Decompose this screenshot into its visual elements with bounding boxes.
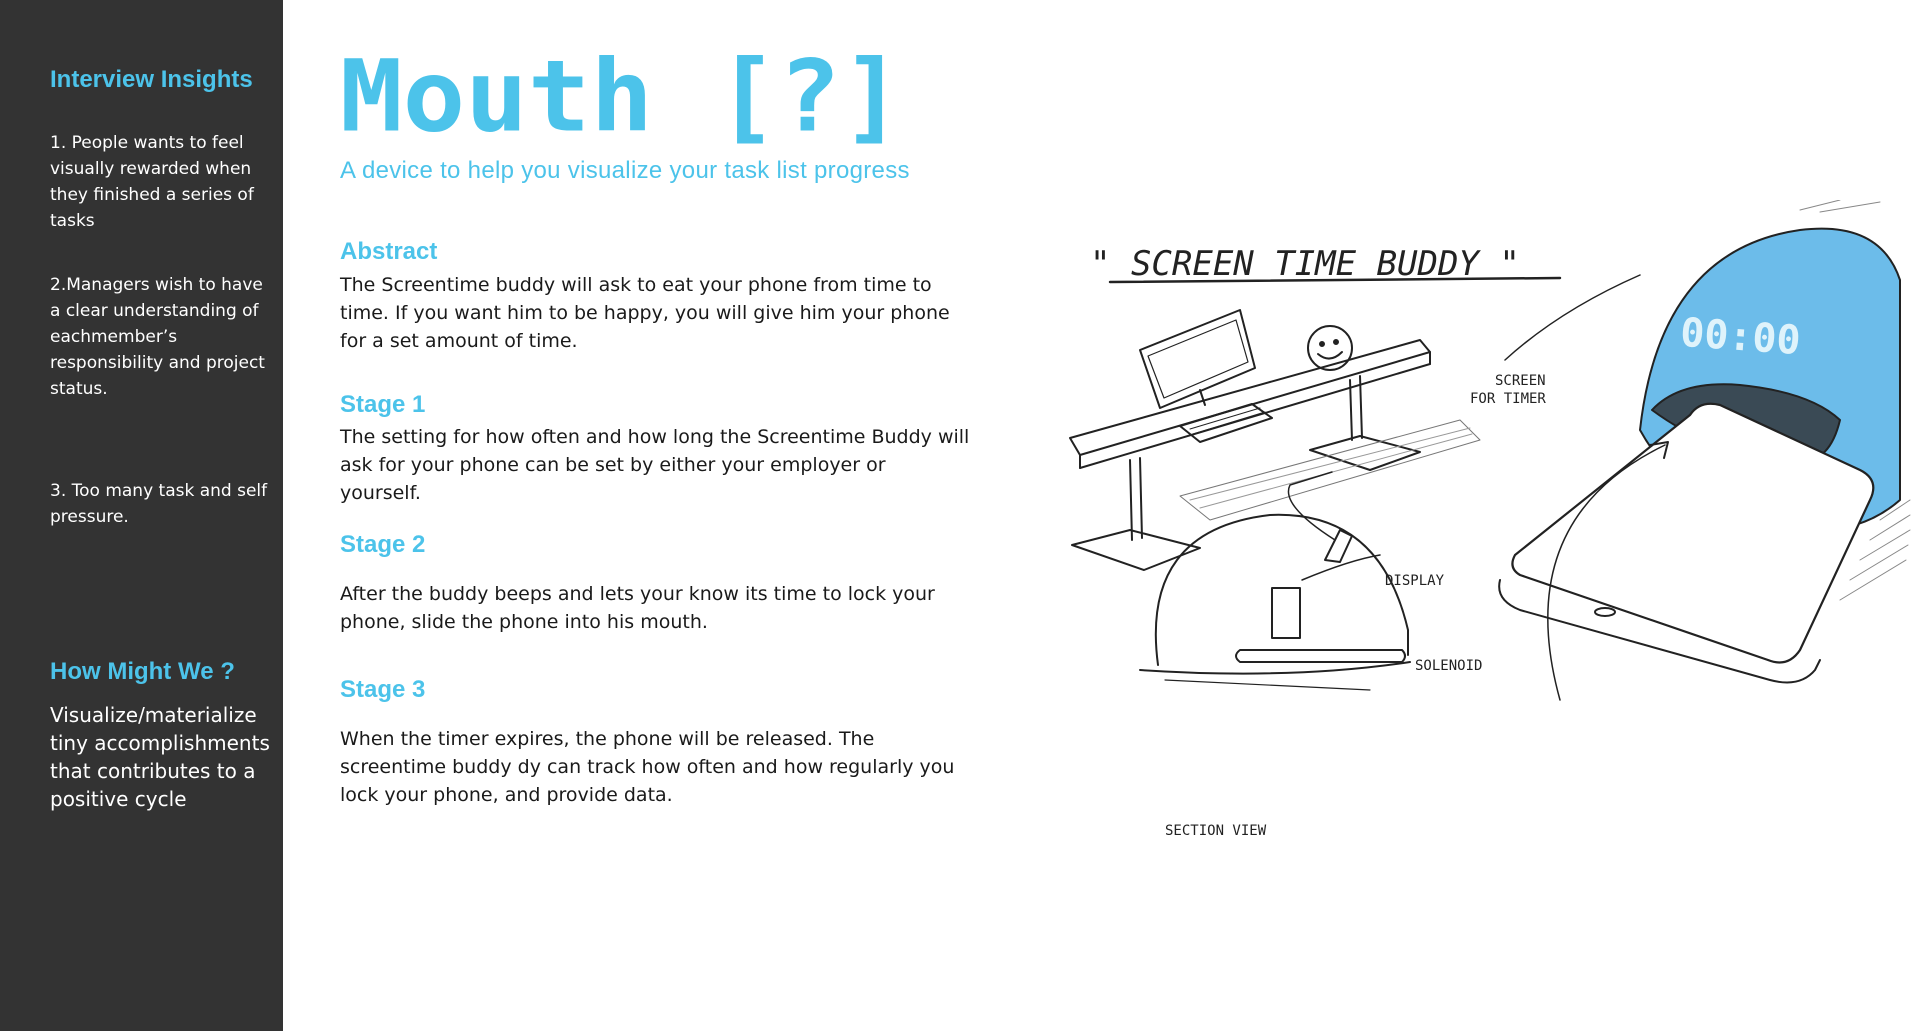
stage-3-heading: Stage 3 [340, 676, 426, 703]
insight-item-1: 1. People wants to feel visually rewarded when they finished a series of tasks [50, 133, 254, 231]
sketch-timer-readout: 00:00 [1678, 309, 1803, 365]
stage-3-text: When the timer expires, the phone will be released. The screentime buddy dy can track how often and how regularly you lock your phone, and provide data. [340, 728, 955, 806]
sidebar [0, 0, 283, 1031]
section-view-drawing [1140, 472, 1410, 690]
abstract-heading: Abstract [340, 238, 438, 265]
abstract-text: The Screentime buddy will ask to eat your phone from time to time. If you want him to be happy, you will give him your phone for a set amount of time. [340, 274, 950, 352]
sketch-label-solenoid: SOLENOID [1415, 658, 1483, 674]
stage-2-heading: Stage 2 [340, 531, 426, 558]
buddy-device-drawing [1499, 200, 1910, 700]
page-subtitle: A device to help you visualize your task list progress [340, 157, 910, 184]
stage-1-text: The setting for how often and how long the Screentime Buddy will ask for your phone can be set by either your employer or yourself. [340, 426, 970, 504]
hmw-heading: How Might We ? [50, 658, 235, 685]
screen-time-buddy-sketch [1040, 200, 1920, 860]
stage-1-heading: Stage 1 [340, 391, 426, 418]
insight-item-2: 2.Managers wish to have a clear understanding of eachmember’s responsibility and project status. [50, 275, 265, 399]
sketch-label-section-view: SECTION VIEW [1165, 823, 1267, 839]
sketch-label-display: DISPLAY [1385, 573, 1445, 589]
insight-item-3: 3. Too many task and self pressure. [50, 481, 268, 527]
sketch-title: " SCREEN TIME BUDDY " [1090, 244, 1520, 284]
sketch-label-screen-line-2: FOR TIMER [1470, 391, 1546, 407]
stage-2-text: After the buddy beeps and lets your know its time to lock your phone, slide the phone into his mouth. [340, 583, 935, 633]
insights-heading: Interview Insights [50, 66, 253, 93]
sketch-label-screen-line-1: SCREEN [1495, 373, 1546, 389]
desk-drawing [1070, 310, 1480, 570]
page-title: Mouth [?] [340, 38, 904, 155]
hmw-text: Visualize/materialize tiny accomplishments that contributes to a positive cycle [50, 703, 270, 811]
